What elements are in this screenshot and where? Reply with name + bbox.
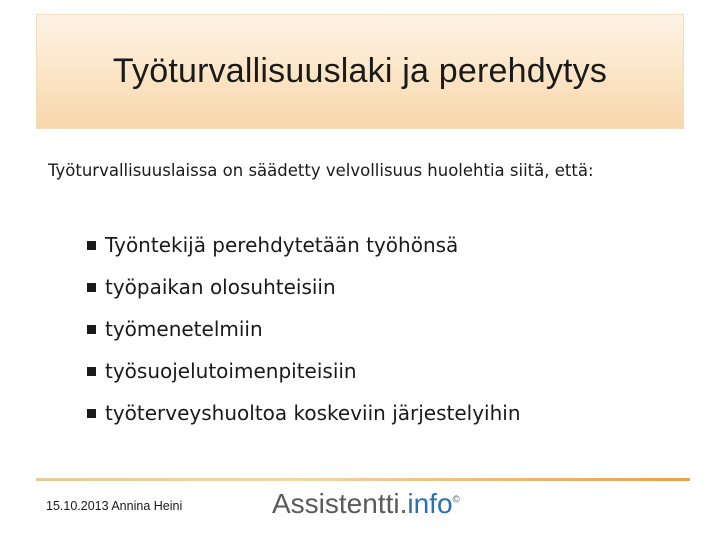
square-bullet-icon (87, 409, 96, 418)
square-bullet-icon (87, 325, 96, 334)
intro-text: Työturvallisuuslaissa on säädetty velvollisuus huolehtia siitä, että: (48, 161, 594, 180)
bullet-item (87, 350, 521, 392)
bullet-item (87, 308, 521, 350)
bullet-text: työsuojelutoimenpiteisiin (105, 359, 357, 383)
square-bullet-icon (87, 367, 96, 376)
bullet-text: työmenetelmiin (105, 317, 263, 341)
logo-info-text: info (407, 488, 453, 519)
footer-date-author: 15.10.2013 Annina Heini (46, 499, 183, 513)
bullet-text: työterveyshuoltoa koskeviin järjestelyihin (105, 401, 521, 425)
title-banner (36, 14, 684, 129)
square-bullet-icon (87, 283, 96, 292)
footer-divider (36, 478, 690, 481)
bullet-item (87, 266, 521, 308)
bullet-text: Työntekijä perehdytetään työhönsä (105, 233, 459, 257)
assistentti-logo (272, 488, 460, 520)
logo-dot: . (399, 488, 408, 519)
bullet-item (87, 392, 521, 434)
slide-title: Työturvallisuuslaki ja perehdytys (112, 52, 608, 90)
bullet-item (87, 224, 521, 266)
copyright-mark: © (452, 494, 460, 506)
square-bullet-icon (87, 241, 96, 250)
bullet-list (87, 224, 521, 434)
logo-main-text: Assistentti (272, 488, 400, 519)
bullet-text: työpaikan olosuhteisiin (105, 275, 336, 299)
